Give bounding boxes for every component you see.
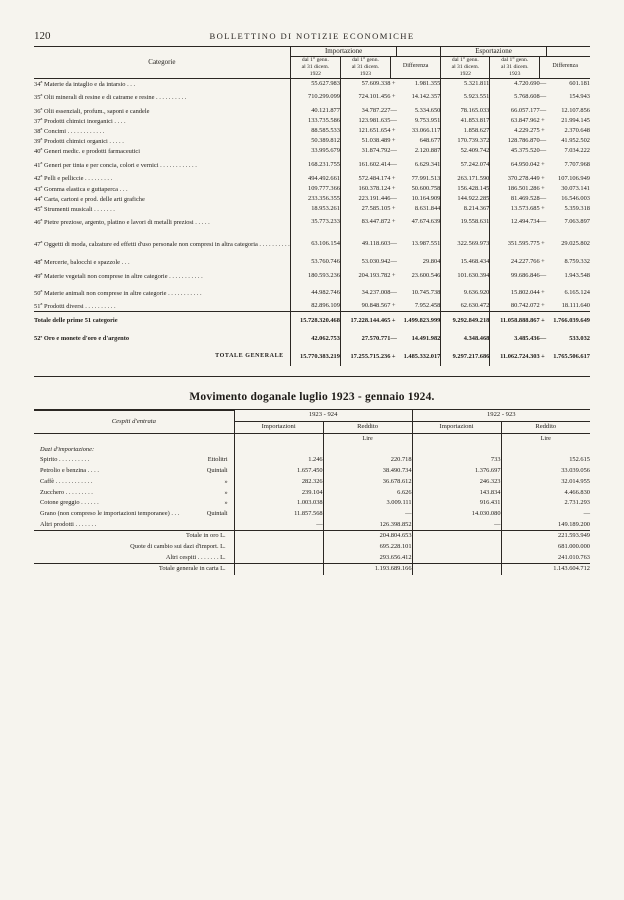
export-diff-sign: + — [541, 127, 545, 135]
import-diff: 14.142.357 — [397, 89, 441, 106]
row-category: 49$^a$ Materie vegetali non comprese in altre categorie . . . . . . . . . . . — [34, 267, 290, 284]
reddito-new: 3.009.111 — [323, 498, 412, 509]
reddito-old: 149.189.200 — [558, 520, 590, 528]
export-1922: 52.409.742 — [441, 146, 490, 156]
total-label: 52ª Oro e monete d'oro e d'argento — [34, 330, 290, 348]
cespite-label: Petrolio e benzina . . . . Quintali — [34, 466, 234, 477]
table-row — [34, 194, 590, 204]
import-new: 282.326 — [234, 477, 323, 488]
import-diff-sign: + — [391, 174, 396, 182]
table-row — [34, 156, 590, 173]
col-reddito-old: Reddito — [535, 423, 557, 431]
total-import-1923: 17.255.715.236 — [350, 352, 391, 360]
table-row — [34, 257, 590, 267]
export-diff: 154.943 — [569, 93, 590, 101]
table-row — [34, 146, 590, 156]
altri-cespiti-old: 241.010.763 — [558, 553, 590, 561]
import-1923: 83.447.872 — [361, 218, 391, 226]
export-diff: 41.952.502 — [561, 137, 590, 145]
import-old: 1.376.697 — [412, 466, 501, 477]
total-export-1922: 9.297.217.686 — [441, 348, 490, 366]
import-diff: 8.631.844 — [397, 204, 441, 214]
totale-carta — [34, 564, 590, 575]
altri-cespiti — [34, 553, 590, 564]
subcol-export-1923: dal 1° genn. al 31 dicem. 1923 — [490, 56, 540, 78]
export-diff: 601.181 — [569, 79, 590, 87]
import-1922: 18.953.261 — [290, 204, 340, 214]
totale-carta-new: 1.193.689.166 — [323, 564, 412, 575]
reddito-new: 36.678.612 — [323, 477, 412, 488]
import-diff: 9.753.951 — [397, 116, 441, 126]
export-diff: 2.370.648 — [564, 127, 590, 135]
row-category: 42$^a$ Pelli e pelliccie . . . . . . . . . — [34, 173, 290, 183]
export-diff: 7.707.968 — [564, 160, 590, 168]
export-diff: 5.359.318 — [564, 204, 590, 212]
section-title: Movimento doganale luglio 1923 - gennaio 1924. — [189, 390, 435, 403]
export-1923: 63.847.962 — [510, 117, 540, 125]
import-diff-sign: — — [390, 160, 397, 168]
import-diff-sign: — — [390, 117, 397, 125]
group-esportazione: Esportazione — [441, 47, 546, 57]
col-import-old: Importazioni — [412, 422, 501, 434]
import-diff: 47.674.639 — [397, 214, 441, 231]
import-new: 1.003.038 — [234, 498, 323, 509]
export-diff-sign: — — [539, 79, 547, 87]
row-category: 48$^a$ Mercerie, balocchi e spazzole . . . — [34, 257, 290, 267]
export-1923: 64.950.042 — [510, 160, 540, 168]
subcol-import-diff: Differenza — [390, 56, 440, 78]
import-new: 1.657.450 — [234, 466, 323, 477]
row-category: 46$^a$ Pietre preziose, argento, platino e lavori di metalli preziosi . . . . . — [34, 214, 290, 231]
import-old: 733 — [412, 455, 501, 466]
import-1923: 57.609.338 — [361, 79, 391, 87]
table-row — [34, 214, 590, 231]
import-1923: 51.038.489 — [361, 137, 391, 145]
total-row — [34, 348, 590, 366]
import-1923: 724.101.456 — [358, 93, 391, 101]
cespite-label: Zucchero . . . . . . . . . » — [34, 487, 234, 498]
export-1923: 128.786.870 — [507, 137, 540, 145]
export-diff-sign: + — [541, 184, 545, 192]
customs-row — [34, 455, 590, 466]
reddito-new: 126.398.852 — [323, 519, 412, 530]
import-1923: 31.874.792 — [361, 147, 391, 155]
import-old: 14.030.080 — [412, 509, 501, 520]
import-diff: 29.804 — [397, 257, 441, 267]
export-1922: 78.165.033 — [441, 106, 490, 116]
totale-oro — [34, 531, 590, 542]
import-diff: 6.629.341 — [397, 156, 441, 173]
import-diff-sign: + — [391, 184, 396, 192]
total-label: TOTALE GENERALE — [34, 348, 290, 366]
cespite-label: Caffè . . . . . . . . . . . . » — [34, 477, 234, 488]
reddito-new: — — [323, 509, 412, 520]
cespite-label: Grano (non compreso le importazioni temporanee) . . . Quintali — [34, 509, 234, 520]
col-cespiti: Cespiti d'entrata — [111, 417, 156, 425]
import-diff: 2.120.887 — [397, 146, 441, 156]
import-old: 143.834 — [412, 487, 501, 498]
customs-row — [34, 498, 590, 509]
row-category: 36$^a$ Olii essenziali, profum., saponi e candele — [34, 106, 290, 116]
row-category: 35$^a$ Olii minerali di resine e di catrame e resine . . . . . . . . . . — [34, 89, 290, 106]
import-diff: 7.952.458 — [397, 301, 441, 312]
export-1923: 186.501.286 — [507, 184, 540, 192]
page-header — [34, 30, 590, 42]
row-category: 47$^a$ Oggetti di moda, calzature ed effetti d'uso personale non compresi in altra categoria . . . . . . . . . . — [34, 231, 290, 257]
export-diff-sign: — — [539, 106, 547, 114]
import-1922: 233.356.355 — [290, 194, 340, 204]
period-old: 1922 - 923 — [412, 410, 590, 421]
export-diff: 7.063.897 — [564, 218, 590, 226]
import-new: 1.246 — [234, 455, 323, 466]
totale-oro-label: Totale in oro L. — [34, 531, 234, 542]
totale-carta-old: 1.143.604.712 — [501, 564, 590, 575]
import-diff-sign: + — [391, 302, 396, 310]
totale-oro-new: 204.804.653 — [323, 531, 412, 542]
subcol-export-diff: Differenza — [552, 63, 578, 70]
import-diff-sign: — — [390, 288, 397, 296]
export-diff: 16.546.003 — [561, 194, 590, 202]
import-diff: 10.164.909 — [397, 194, 441, 204]
altri-cespiti-new: 293.656.412 — [323, 553, 412, 564]
export-1923: 13.573.685 — [510, 204, 540, 212]
import-1923: 160.378.124 — [358, 184, 391, 192]
import-diff-sign: + — [391, 137, 396, 145]
customs-table — [34, 410, 590, 575]
table-row — [34, 126, 590, 136]
import-diff: 10.745.738 — [397, 284, 441, 301]
customs-row — [34, 509, 590, 520]
export-diff-sign: + — [541, 302, 545, 310]
import-diff-sign: + — [391, 79, 396, 87]
import-old: — — [412, 519, 501, 530]
total-import-diff: 1.499.823.999 — [397, 312, 441, 330]
export-1922: 101.630.394 — [441, 267, 490, 284]
customs-row — [34, 487, 590, 498]
group-importazione: Importazione — [290, 47, 397, 57]
cespite-label: Spirito . . . . . . . . . . Ettolitri — [34, 455, 234, 466]
totale-oro-old: 221.593.949 — [501, 531, 590, 542]
lire-label-new: Lire — [323, 434, 412, 445]
total-import-1922: 15.728.320.468 — [290, 312, 340, 330]
export-1922: 8.214.367 — [441, 204, 490, 214]
total-row — [34, 312, 590, 330]
group-label: Dazi d'importazione: — [34, 445, 234, 456]
import-diff-sign: + — [391, 93, 396, 101]
total-export-diff: 533.032 — [569, 334, 590, 342]
table-row — [34, 89, 590, 106]
export-diff-sign: + — [541, 288, 545, 296]
export-1923: 24.227.766 — [510, 258, 540, 266]
import-1922: 50.389.812 — [290, 136, 340, 146]
import-1923: 27.585.105 — [361, 204, 391, 212]
total-import-diff-sign: + — [390, 312, 397, 330]
import-1922: 82.896.109 — [290, 301, 340, 312]
import-diff-sign: + — [391, 271, 396, 279]
export-1923: 99.686.846 — [510, 271, 540, 279]
import-diff-sign: — — [390, 147, 397, 155]
import-1922: 133.735.586 — [290, 116, 340, 126]
customs-head-periods — [34, 410, 590, 421]
import-diff-sign: — — [390, 194, 397, 202]
export-1922: 15.468.434 — [441, 257, 490, 267]
export-diff-sign: — — [539, 271, 547, 279]
export-diff: 12.107.856 — [561, 106, 590, 114]
export-1922: 322.569.973 — [441, 231, 490, 257]
import-diff-sign: + — [391, 218, 396, 226]
export-diff: 8.759.332 — [564, 258, 590, 266]
import-1922: 710.299.099 — [290, 89, 340, 106]
import-diff: 77.991.513 — [397, 173, 441, 183]
import-1922: 109.777.366 — [290, 184, 340, 194]
row-category: 43$^a$ Gomma elastica e guttaperca . . . — [34, 184, 290, 194]
lire-row — [34, 434, 590, 445]
total-export-diff: 1.765.506.617 — [553, 352, 590, 360]
altri-cespiti-label: Altri cespiti . . . . . . . L. — [34, 553, 234, 564]
import-1923: 572.484.174 — [358, 174, 391, 182]
export-1922: 19.558.631 — [441, 214, 490, 231]
subcol-export-1922: dal 1° genn. al 31 dicem. 1922 — [441, 56, 490, 78]
import-diff: 33.066.117 — [397, 126, 441, 136]
table-row — [34, 301, 590, 312]
import-1923: 121.651.654 — [358, 127, 391, 135]
row-category: 39$^a$ Prodotti chimici organici . . . . . — [34, 136, 290, 146]
row-category: 45$^a$ Strumenti musicali . . . . . . . — [34, 204, 290, 214]
import-new: — — [234, 519, 323, 530]
trade-table — [34, 46, 590, 366]
import-old: 916.431 — [412, 498, 501, 509]
import-1923: 204.193.782 — [358, 271, 391, 279]
total-import-diff-sign: + — [391, 352, 396, 360]
export-1923: 80.742.072 — [510, 302, 540, 310]
export-1922: 9.636.920 — [441, 284, 490, 301]
import-1923: 90.848.567 — [361, 302, 391, 310]
subcol-import-1923: dal 1° genn. al 31 dicem. 1923 — [340, 56, 390, 78]
total-row — [34, 330, 590, 348]
import-diff: 13.987.551 — [397, 231, 441, 257]
import-1923: 161.602.414 — [358, 160, 391, 168]
quote-cambio-old: 681.000.000 — [558, 543, 590, 551]
table-row — [34, 173, 590, 183]
import-diff: 50.600.758 — [397, 184, 441, 194]
subcol-import-1922: dal 1° genn. al 31 dicem. 1922 — [290, 56, 340, 78]
export-diff-sign: — — [539, 137, 547, 145]
export-diff-sign: + — [541, 258, 545, 266]
reddito-old: 2.731.293 — [564, 499, 590, 507]
total-import-1922: 15.770.383.219 — [290, 348, 340, 366]
customs-row — [34, 466, 590, 477]
table-row — [34, 204, 590, 214]
row-category: 44$^a$ Carta, cartoni e prod. delle arti grafiche — [34, 194, 290, 204]
import-1922: 55.627.983 — [290, 78, 340, 89]
import-1922: 88.585.533 — [290, 126, 340, 136]
export-1923: 66.057.177 — [510, 106, 540, 114]
total-export-diff-sign: — — [539, 334, 547, 342]
reddito-old: 152.615 — [569, 456, 590, 464]
total-export-diff-sign: + — [540, 312, 547, 330]
import-1922: 53.760.746 — [290, 257, 340, 267]
total-export-1922: 9.292.849.218 — [441, 312, 490, 330]
export-diff-sign: + — [541, 204, 545, 212]
cespite-label: Altri prodotti . . . . . . . — [34, 519, 234, 530]
row-category: 41$^a$ Generi per tinta e per concia, colori e vernici . . . . . . . . . . . . — [34, 156, 290, 173]
import-diff: 5.334.650 — [397, 106, 441, 116]
import-1922: 33.995.679 — [290, 146, 340, 156]
reddito-old: 32.014.955 — [561, 477, 590, 485]
table-row — [34, 284, 590, 301]
import-diff: 23.600.546 — [397, 267, 441, 284]
total-export-diff: 1.766.039.649 — [546, 312, 590, 330]
export-diff-sign: + — [541, 239, 545, 247]
import-1922: 494.492.661 — [290, 173, 340, 183]
export-diff: 30.073.141 — [561, 184, 590, 192]
export-1923: 4.720.690 — [514, 79, 540, 87]
row-category: 38$^a$ Concimi . . . . . . . . . . . . — [34, 126, 290, 136]
row-category: 50$^a$ Materie animali non comprese in altre categorie . . . . . . . . . . . — [34, 284, 290, 301]
export-diff: 29.025.802 — [561, 239, 590, 247]
total-label: Totale delle prime 51 categorie — [34, 312, 290, 330]
export-1923: 4.229.275 — [514, 127, 540, 135]
export-diff-sign: — — [539, 194, 547, 202]
total-import-1923: 27.570.771 — [361, 334, 391, 342]
export-1923: 351.595.775 — [507, 239, 540, 247]
export-1923: 15.802.044 — [510, 288, 540, 296]
export-1922: 263.171.590 — [441, 173, 490, 183]
import-new: 239.104 — [234, 487, 323, 498]
page-number: 120 — [34, 30, 51, 42]
export-1923: 12.494.734 — [510, 218, 540, 226]
export-1923: 45.375.520 — [510, 147, 540, 155]
import-diff: 1.981.355 — [397, 78, 441, 89]
total-export-1922: 4.348.468 — [441, 330, 490, 348]
import-1923: 123.981.635 — [358, 117, 391, 125]
running-title: BOLLETTINO DI NOTIZIE ECONOMICHE — [209, 31, 415, 41]
total-import-diff: 1.485.332.017 — [397, 348, 441, 366]
export-1922: 41.853.817 — [441, 116, 490, 126]
export-diff: 7.034.222 — [564, 147, 590, 155]
totale-carta-label: Totale generale in carta L. — [34, 564, 234, 575]
export-1923: 370.278.449 — [507, 174, 540, 182]
import-diff: 648.677 — [397, 136, 441, 146]
import-1923: 53.030.942 — [361, 258, 391, 266]
row-category: 37$^a$ Prodotti chimici inorganici . . . . — [34, 116, 290, 126]
reddito-old: — — [583, 509, 590, 517]
quote-cambio — [34, 542, 590, 553]
import-1922: 168.231.755 — [290, 156, 340, 173]
import-diff-sign: + — [391, 204, 396, 212]
total-export-diff-sign: + — [541, 352, 545, 360]
import-1922: 44.982.746 — [290, 284, 340, 301]
import-old: 246.323 — [412, 477, 501, 488]
table-row — [34, 231, 590, 257]
export-1923: 81.469.528 — [510, 194, 540, 202]
export-diff-sign: + — [541, 174, 545, 182]
export-1922: 62.630.472 — [441, 301, 490, 312]
table-row — [34, 78, 590, 89]
table-row — [34, 116, 590, 126]
export-diff-sign: — — [539, 147, 547, 155]
import-1923: 223.191.446 — [358, 194, 391, 202]
export-1922: 5.321.811 — [441, 78, 490, 89]
reddito-old: 33.039.056 — [561, 467, 590, 475]
import-diff-sign: — — [390, 106, 397, 114]
col-reddito-new: Reddito — [323, 422, 412, 434]
import-1923: 34.237.008 — [361, 288, 391, 296]
import-diff-sign: + — [391, 127, 396, 135]
total-export-1923: 11.062.724.303 — [500, 352, 540, 360]
col-import-new: Importazioni — [234, 422, 323, 434]
export-diff: 21.994.145 — [561, 117, 590, 125]
total-import-1923: 17.228.144.465 — [340, 312, 390, 330]
export-1922: 57.242.074 — [441, 156, 490, 173]
row-category: 51$^a$ Prodotti diversi . . . . . . . . . . — [34, 301, 290, 312]
total-export-1923: 3.485.436 — [514, 334, 540, 342]
customs-row — [34, 519, 590, 530]
export-1922: 156.428.145 — [441, 184, 490, 194]
import-new: 11.857.568 — [234, 509, 323, 520]
import-1922: 63.106.154 — [290, 231, 340, 257]
import-1923: 49.118.603 — [361, 239, 391, 247]
col-categorie: Categorie — [148, 57, 176, 66]
total-import-diff: 14.491.982 — [397, 330, 441, 348]
table-row — [34, 184, 590, 194]
export-1922: 1.858.627 — [441, 126, 490, 136]
table-row — [34, 136, 590, 146]
row-category: 34$^a$ Materie da intaglio e da intarsio . . . — [34, 78, 290, 89]
table-row — [34, 267, 590, 284]
import-diff-sign: — — [390, 239, 397, 247]
export-1923: 5.768.608 — [514, 93, 540, 101]
reddito-old: 4.466.830 — [564, 488, 590, 496]
export-diff: 1.943.548 — [564, 271, 590, 279]
reddito-new: 220.718 — [323, 455, 412, 466]
total-export-1923: 11.058.888.867 — [490, 312, 540, 330]
export-1922: 144.922.285 — [441, 194, 490, 204]
lire-label-old: Lire — [501, 434, 590, 445]
quote-cambio-new: 695.228.101 — [323, 542, 412, 553]
total-import-diff-sign: — — [390, 334, 397, 342]
import-1923: 34.787.227 — [361, 106, 391, 114]
table-row — [34, 106, 590, 116]
row-category: 40$^a$ Generi medic. e prodotti farmaceutici — [34, 146, 290, 156]
group-row — [34, 445, 590, 456]
import-diff-sign: — — [390, 258, 397, 266]
reddito-new: 38.490.734 — [323, 466, 412, 477]
import-1922: 180.593.236 — [290, 267, 340, 284]
customs-row — [34, 477, 590, 488]
export-diff: 6.165.124 — [564, 288, 590, 296]
export-1922: 5.923.551 — [441, 89, 490, 106]
export-diff-sign: — — [539, 218, 547, 226]
reddito-new: 6.626 — [323, 487, 412, 498]
import-1922: 40.121.877 — [290, 106, 340, 116]
export-1922: 170.739.372 — [441, 136, 490, 146]
table-head-groups — [34, 47, 590, 57]
export-diff: 18.111.640 — [561, 302, 590, 310]
cespite-label: Cotone greggio . . . . . . » — [34, 498, 234, 509]
total-import-1922: 42.062.753 — [290, 330, 340, 348]
export-diff-sign: + — [541, 117, 545, 125]
export-diff-sign: + — [541, 160, 545, 168]
import-1922: 35.773.233 — [290, 214, 340, 231]
export-diff-sign: — — [539, 93, 547, 101]
export-diff: 107.106.949 — [558, 174, 590, 182]
period-new: 1923 - 924 — [234, 410, 412, 421]
quote-cambio-label: Quote di cambio sui dazi d'import. L. — [34, 542, 234, 553]
